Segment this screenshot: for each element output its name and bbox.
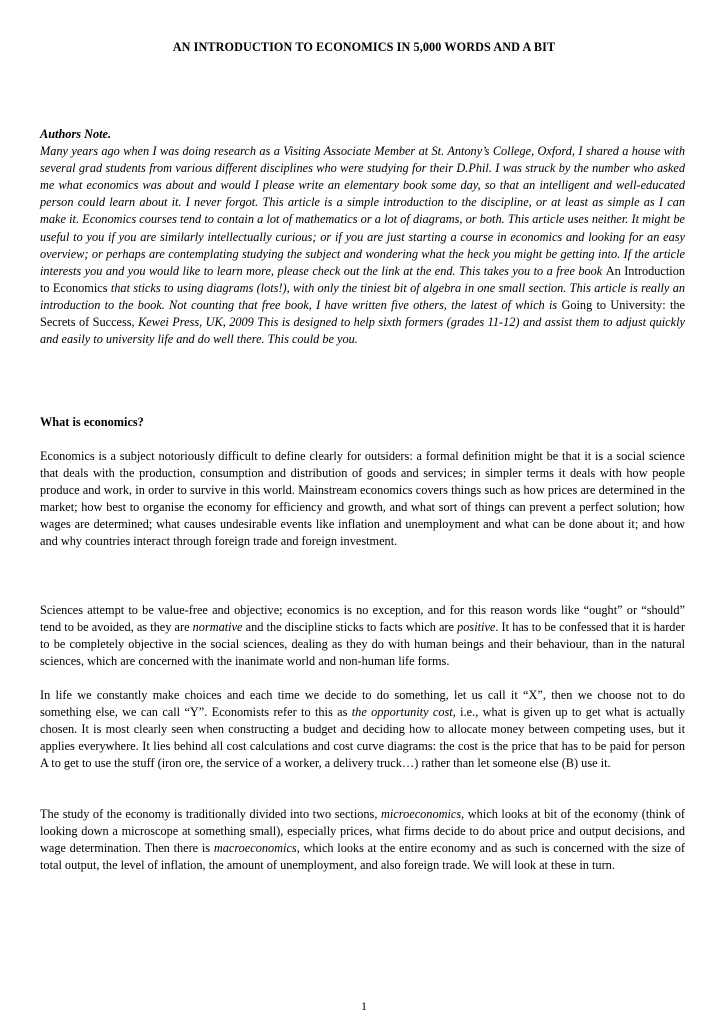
term-macroeconomics: macroeconomics [213, 841, 297, 856]
paragraph-text: i.e., what is given up to get what is actually chosen. It is most clearly seen when constructing a budget and deciding how to allocate money between competing uses, but it applies everywhere. It lies behind all cost calculations and cost curve diagrams: the cost is the price that has to be paid for person A to get to use the stuff (iron ore, the service of a worker, a delivery truck…) rather than let someone else (B) use it. [40, 705, 685, 771]
page-title: AN INTRODUCTION TO ECONOMICS IN 5,000 WORDS AND A BIT [172, 40, 556, 54]
paragraph-text: , which looks at bit of the economy (think of looking down a microscope at something small), especially prices, what firms decide to do about price and output decisions, and wage determination. Then there is [40, 807, 685, 856]
paragraph-text: The study of the economy is traditionally divided into two sections, [40, 807, 381, 821]
book-title-introduction: An Introduction to Economics [40, 263, 685, 295]
paragraph-micro-macro [40, 806, 685, 874]
section-heading: What is economics? [40, 415, 144, 429]
authors-note [40, 126, 685, 348]
paragraph-text: . It has to be confessed that it is harder to be completely objective in the social sciences, dealing as they do with human beings and their behaviour, than in the natural sciences, which are concerned with the inanimate world and non-human life forms. [40, 620, 685, 669]
term-opportunity-cost: the opportunity cost, [351, 705, 456, 720]
book-title-going-to-university: Going to University: the Secrets of Success, [40, 297, 685, 330]
paragraph-definition: Economics is a subject notoriously difficult to define clearly for outsiders: a formal definition might be that it is a social science that deals with the production, consumption and distribution of goods and services; in simpler terms it deals with how people produce and work, in order to survive in this world. Mainstream economics covers things such as how prices are determined in the market; how best to organise the economy for efficiency and growth, and what sort of things can prevent a perfect solution; how wages are determined; what causes undesirable events like inflation and unemployment and what can be done about it; and how and why countries interact through foreign trade and foreign investment. [40, 449, 685, 549]
term-normative: normative [192, 620, 243, 635]
paragraph-opportunity-cost [40, 687, 685, 772]
term-positive: positive [457, 620, 496, 635]
authors-note-text: that sticks to using diagrams (lots!), with only the tiniest bit of algebra in one small section. This article is really an introduction to the book. Not counting that free book, I have written five others, the latest of which is [40, 280, 685, 312]
term-microeconomics: microeconomics [381, 807, 462, 821]
page-number: 1 [361, 999, 367, 1013]
authors-note-text: Kewei Press, UK, 2009 This is designed to help sixth formers (grades 11-12) and assist them to adjust quickly and easily to university life and do well there. This could be you. [40, 315, 685, 347]
paragraph-text: Sciences attempt to be value-free and objective; economics is no exception, and for this reason words like “ought” or “should” tend to be avoided, as they are [40, 603, 685, 635]
paragraph-objectivity [40, 602, 685, 670]
authors-note-heading: Authors Note. [40, 127, 112, 141]
paragraph-text: In life we constantly make choices and each time we decide to do something, let us call it “X”, then we choose not to do something else, we can call “Y”. Economists refer to this as [40, 688, 685, 720]
authors-note-text: Many years ago when I was doing research as a Visiting Associate Member at St. Antony’s College, Oxford, I shared a house with several grad students from various different disciplines who were studying for their D.Phil. I was struck by the number who asked me what economics was about and would I please write an elementary book some day, so that an intelligent and well-educated person could learn about it. I never forgot. This article is a simple introduction to the discipline, or at least as simple as I can make it. Economics courses tend to contain a lot of mathematics or a lot of diagrams, or both. This article uses neither. It might be useful to you if you are similarly intellectually curious; or if you are just starting a course in economics and looking for an easy overview; or perhaps are contemplating studying the subject and wondering what the heck you might be getting into. If the article interests you and you would like to learn more, please check out the link at the end. This takes you to a free book [40, 144, 685, 278]
paragraph-text: , which looks at the entire economy and as such is concerned with the size of total output, the level of inflation, the amount of unemployment, and also foreign trade. We will look at these in turn. [40, 841, 685, 873]
paragraph-text: and the discipline sticks to facts which are [242, 620, 458, 635]
